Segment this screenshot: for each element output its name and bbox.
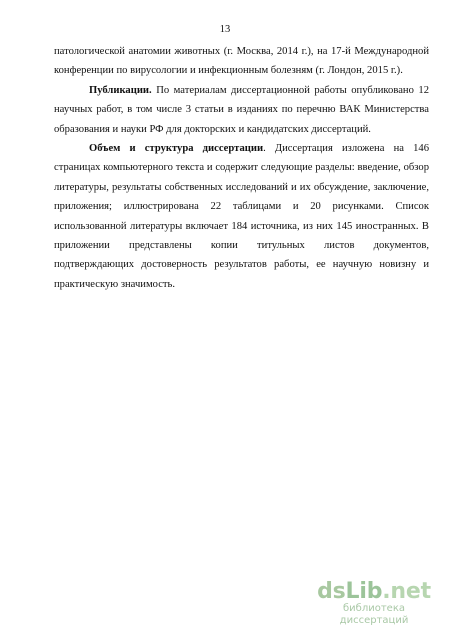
dslib-watermark (314, 580, 434, 627)
paragraph-structure (54, 139, 429, 294)
page-number: 13 (219, 24, 231, 35)
paragraph-text: патологической анатомии животных (г. Москва, 2014 г.), на 17-й Международной конференции по вирусологии и инфекционным болезням (г. Лондон, 2015 г.). (54, 46, 429, 77)
paragraph-publications (54, 81, 429, 139)
paragraph-conferences (54, 42, 429, 81)
paragraph-text: По материалам диссертационной работы опубликовано 12 научных работ, в том числе 3 статьи в изданиях по перечню ВАК Министерства образования и науки РФ для докторских и кандидатских диссертаций. (54, 84, 429, 135)
paragraph-text: . Диссертация изложена на 146 страницах компьютерного текста и содержит следующие разделы: введение, обзор литературы, результаты собственных исследований и их обсуждение, заключение, приложения; иллюстрирована 22 таблицами и 20 рисунками. Список использованной литературы включает 184 источника, из них 145 иностранных. В приложении представлены копии титульных листов документов, подтверждающих достоверность результатов работы, ее научную новизну и практическую значимость. (54, 143, 429, 290)
dslib-logo: dsLib.net (317, 579, 431, 604)
dslib-subtitle: библиотека диссертаций (339, 603, 409, 626)
paragraph-heading: Объем и структура диссертации (89, 143, 264, 155)
paragraph-heading: Публикации. (89, 84, 152, 96)
document-body (54, 42, 429, 294)
